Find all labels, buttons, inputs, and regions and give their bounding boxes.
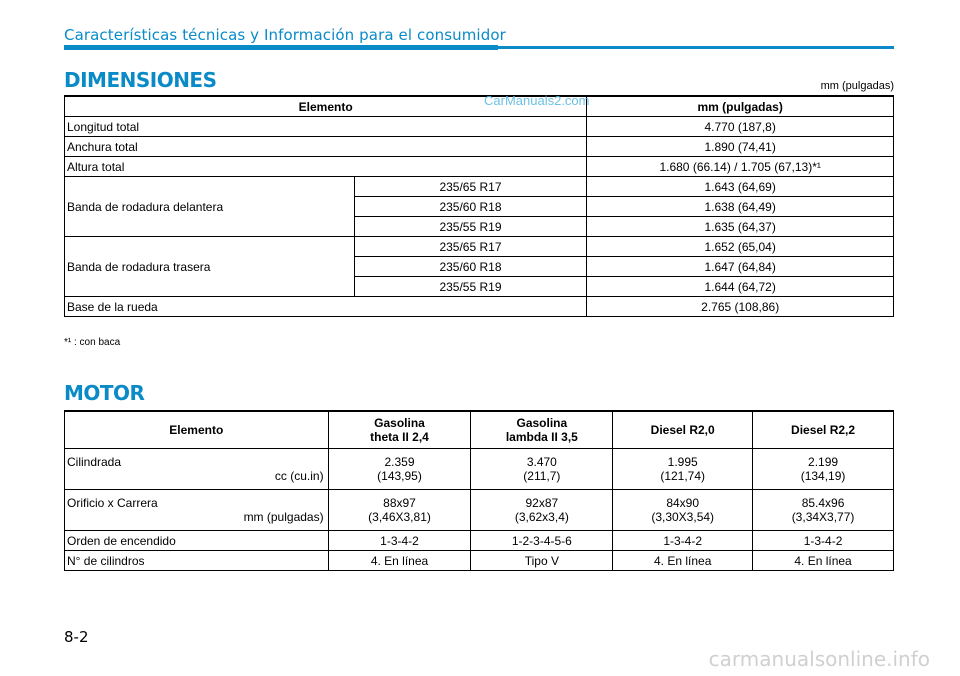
- motor-header-lambda: Gasolina lambda II 3,5: [471, 411, 613, 449]
- row-value: 1.890 (74,41): [587, 137, 894, 157]
- row-value: 2.765 (108,86): [587, 297, 894, 317]
- row-value: 4. En línea: [328, 551, 471, 571]
- row-label: Base de la rueda: [65, 297, 587, 317]
- row-label: Anchura total: [65, 137, 587, 157]
- row-label: Longitud total: [65, 117, 587, 137]
- row-value: Tipo V: [471, 551, 613, 571]
- table-row: [65, 237, 894, 257]
- table-row: [65, 531, 894, 551]
- row-label: N° de cilindros: [65, 551, 329, 571]
- motor-table: [64, 410, 894, 571]
- row-value: 1-2-3-4-5-6: [471, 531, 613, 551]
- row-label: Altura total: [65, 157, 587, 177]
- page-header-title: Características técnicas y Información para el consumidor: [64, 26, 506, 44]
- row-value: 92x87 (3,62x3,4): [471, 490, 613, 531]
- row-value: 1-3-4-2: [328, 531, 471, 551]
- row-value: 1.680 (66.14) / 1.705 (67,13)*¹: [587, 157, 894, 177]
- table-row: [65, 449, 894, 490]
- tire-size: 235/65 R17: [354, 237, 587, 257]
- dimensions-header-element: Elemento: [65, 96, 587, 117]
- dimensions-title: DIMENSIONES: [64, 68, 217, 92]
- row-label: Orificio x Carrera mm (pulgadas): [65, 490, 329, 531]
- row-value: 1.635 (64,37): [587, 217, 894, 237]
- tire-size: 235/55 R19: [354, 217, 587, 237]
- row-value: 85.4x96 (3,34X3,77): [753, 490, 894, 531]
- tire-size: 235/60 R18: [354, 197, 587, 217]
- motor-header-theta: Gasolina theta II 2,4: [328, 411, 471, 449]
- row-value: 1.995 (121,74): [613, 449, 753, 490]
- row-value: 4.770 (187,8): [587, 117, 894, 137]
- table-row: [65, 137, 894, 157]
- row-value: 1.643 (64,69): [587, 177, 894, 197]
- table-row: [65, 117, 894, 137]
- dimensions-header-value: mm (pulgadas): [587, 96, 894, 117]
- tire-size: 235/65 R17: [354, 177, 587, 197]
- row-value: 2.359 (143,95): [328, 449, 471, 490]
- motor-header-diesel-22: Diesel R2,2: [753, 411, 894, 449]
- page-number: 8-2: [64, 628, 89, 646]
- row-value: 1.647 (64,84): [587, 257, 894, 277]
- rear-tread-label: Banda de rodadura trasera: [65, 237, 355, 297]
- row-value: 2.199 (134,19): [753, 449, 894, 490]
- dimensions-table: [64, 95, 894, 317]
- table-row: [65, 157, 894, 177]
- row-value: 1.638 (64,49): [587, 197, 894, 217]
- table-row: [65, 177, 894, 197]
- dimensions-footnote: *¹ : con baca: [64, 337, 121, 348]
- row-value: 4. En línea: [613, 551, 753, 571]
- tire-size: 235/60 R18: [354, 257, 587, 277]
- row-value: 3.470 (211,7): [471, 449, 613, 490]
- row-label: Orden de encendido: [65, 531, 329, 551]
- site-watermark: carmanualsonline.info: [708, 647, 930, 671]
- row-value: 1-3-4-2: [753, 531, 894, 551]
- row-label: Cilindrada cc (cu.in): [65, 449, 329, 490]
- row-value: 1.652 (65,04): [587, 237, 894, 257]
- motor-title: MOTOR: [64, 381, 145, 405]
- motor-header-element: Elemento: [65, 411, 329, 449]
- header-divider-accent: [64, 45, 498, 50]
- row-value: 1-3-4-2: [613, 531, 753, 551]
- table-row: [65, 490, 894, 531]
- table-row: [65, 551, 894, 571]
- dimensions-unit-note: mm (pulgadas): [820, 80, 894, 92]
- row-value: 4. En línea: [753, 551, 894, 571]
- row-value: 84x90 (3,30X3,54): [613, 490, 753, 531]
- watermark-text: CarManuals2.com: [484, 93, 590, 108]
- front-tread-label: Banda de rodadura delantera: [65, 177, 355, 237]
- row-value: 88x97 (3,46X3,81): [328, 490, 471, 531]
- motor-header-diesel-20: Diesel R2,0: [613, 411, 753, 449]
- table-row: [65, 297, 894, 317]
- tire-size: 235/55 R19: [354, 277, 587, 297]
- row-value: 1.644 (64,72): [587, 277, 894, 297]
